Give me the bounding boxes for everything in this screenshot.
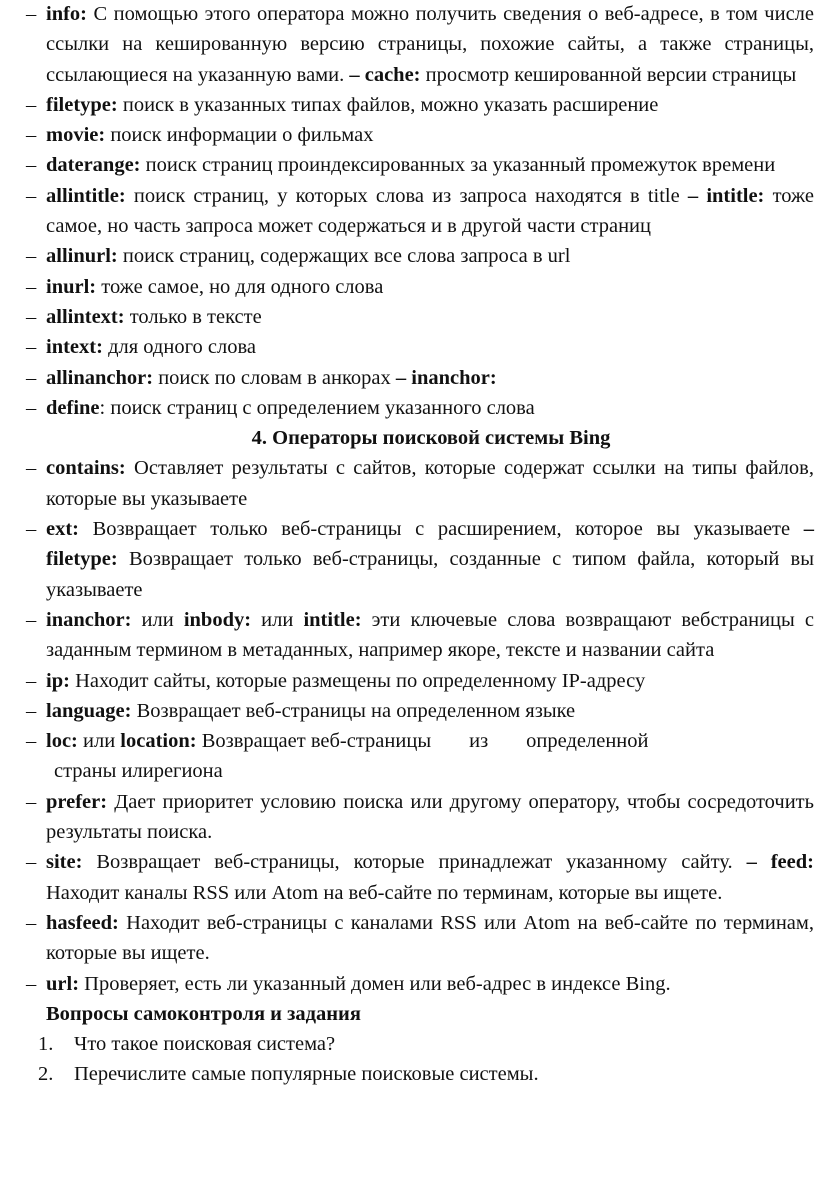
operator-description: определенной	[526, 730, 649, 753]
operator-term: site:	[46, 851, 83, 874]
operator-movie	[0, 120, 816, 150]
operator-description: поиск по словам в анкорах	[153, 366, 396, 389]
operator-description: Оставляет результаты с сайтов, которые содержат ссылки на типы файлов, которые вы указываете	[46, 457, 814, 510]
section-title: 4. Операторы поисковой системы Bing	[251, 427, 611, 450]
operator-term: hasfeed:	[46, 911, 119, 934]
operator-description: Возвращает веб-страницы, которые принадлежат указанному сайту.	[82, 851, 747, 874]
list-dash: –	[26, 305, 37, 328]
operator-hasfeed	[0, 908, 816, 969]
operator-allintext	[0, 302, 816, 332]
operator-term: contains:	[46, 457, 126, 480]
list-dash: –	[26, 366, 37, 389]
list-dash: –	[26, 790, 37, 813]
operator-intext	[0, 332, 816, 362]
question-item	[0, 1059, 816, 1089]
list-dash: –	[26, 336, 37, 359]
operator-term: location:	[120, 730, 197, 753]
operator-term: define	[46, 396, 100, 419]
operator-description: тоже самое, но часть запроса может содержаться и в другой части страниц	[46, 184, 814, 238]
list-dash: –	[26, 911, 37, 934]
list-dash: –	[26, 154, 37, 177]
operator-description: Проверяет, есть ли указанный домен или веб-адрес в индексе Bing.	[79, 972, 671, 995]
operator-term: – feed:	[746, 851, 814, 874]
operator-term: intext:	[46, 336, 103, 359]
operator-description: Находит каналы RSS или Atom на веб-сайте по терминам, которые вы ищете.	[46, 881, 723, 904]
operator-description: только в тексте	[124, 305, 262, 328]
question-item	[0, 1029, 816, 1059]
list-dash: –	[26, 669, 37, 692]
questions-title: Вопросы самоконтроля и задания	[46, 1002, 361, 1025]
list-dash: –	[26, 608, 37, 631]
operator-term: – filetype:	[46, 518, 814, 571]
operator-term: info:	[46, 3, 87, 25]
operator-description: тоже самое, но для одного слова	[96, 275, 384, 298]
operator-description: Находит веб-страницы с каналами RSS или Atom на веб-сайте по терминам, которые вы ищете.	[46, 911, 814, 965]
list-dash: –	[26, 3, 37, 25]
operator-term: filetype:	[46, 93, 118, 116]
operator-term: allinanchor:	[46, 366, 154, 389]
operator-description: Возвращает только веб-страницы, созданные с типом файла, который вы указываете	[46, 548, 814, 601]
operator-description: поиск информации о фильмах	[105, 124, 374, 147]
operator-allinurl	[0, 241, 816, 271]
operator-ext	[0, 514, 816, 605]
question-number: 2.	[38, 1063, 54, 1086]
operator-term: inurl:	[46, 275, 97, 298]
operator-term: loc:	[46, 730, 78, 753]
operator-description: поиск страниц, у которых слова из запроса находятся в title	[125, 184, 688, 207]
operator-term: prefer:	[46, 790, 108, 813]
list-dash: –	[26, 851, 37, 874]
list-dash: –	[26, 275, 37, 298]
operator-description: поиск страниц проиндексированных за указанный промежуток времени	[140, 154, 776, 177]
list-dash: –	[26, 245, 37, 268]
operator-description: Дает приоритет условию поиска или другому оператору, чтобы сосредоточить результаты поиска.	[46, 790, 814, 844]
connector-text: или	[131, 608, 184, 631]
operator-term: url:	[46, 972, 80, 995]
operator-term: intitle:	[303, 608, 362, 631]
operator-loc	[0, 726, 816, 787]
operator-description: из	[469, 730, 489, 753]
operator-language	[0, 696, 816, 726]
operator-term: daterange:	[46, 154, 141, 177]
operator-description: Возвращает веб-страницы	[196, 730, 432, 753]
operator-description: : поиск страниц с определением указанного слова	[99, 396, 535, 419]
operator-contains	[0, 453, 816, 514]
operator-term: ip:	[46, 669, 70, 692]
operator-term: allintext:	[46, 305, 125, 328]
list-dash: –	[26, 93, 37, 116]
operator-allinanchor	[0, 363, 816, 393]
list-dash: –	[26, 124, 37, 147]
operator-description: Возвращает только веб-страницы с расширением, которое вы указываете	[79, 518, 804, 541]
operator-url	[0, 969, 816, 999]
operator-allintitle	[0, 181, 816, 242]
list-dash: –	[26, 730, 37, 753]
list-dash: –	[26, 518, 37, 541]
connector-text: или	[77, 730, 121, 753]
operator-term: allinurl:	[46, 245, 118, 268]
list-dash: –	[26, 184, 37, 207]
operator-term: language:	[46, 699, 132, 722]
operator-info	[0, 0, 816, 90]
connector-text: или	[251, 608, 304, 631]
operator-term: ext:	[46, 518, 80, 541]
list-dash: –	[26, 972, 37, 995]
operator-description: для одного слова	[102, 336, 256, 359]
list-dash: –	[26, 699, 37, 722]
list-dash: –	[26, 396, 37, 419]
operator-description: страны илирегиона	[54, 760, 223, 783]
operator-term: inanchor:	[46, 608, 132, 631]
operator-description: поиск в указанных типах файлов, можно указать расширение	[117, 93, 659, 116]
operator-description: С помощью этого оператора можно получить сведения о веб-адресе, в том числе ссылки на кешированную версию страницы, похожие сайты, а также страницы, ссылающиеся на указанную вами.	[46, 3, 814, 86]
operator-term: – inanchor:	[395, 366, 497, 389]
question-text: Что такое поисковая система?	[74, 1033, 336, 1056]
operator-term: – intitle:	[687, 184, 765, 207]
operator-daterange	[0, 150, 816, 180]
question-text: Перечислите самые популярные поисковые системы.	[74, 1063, 539, 1086]
operator-term: allintitle:	[46, 184, 126, 207]
operator-term: – cache:	[349, 63, 421, 86]
operator-inanchor-inbody-intitle	[0, 605, 816, 666]
operator-term: inbody:	[183, 608, 252, 631]
operator-description: Находит сайты, которые размещены по определенному IP-адресу	[69, 669, 646, 692]
operator-description: просмотр кешированной версии страницы	[420, 63, 797, 86]
operator-description: эти ключевые слова возвращают вебстраницы с заданным термином в метаданных, например якоре, тексте и названии сайта	[46, 608, 815, 662]
operator-define	[0, 393, 816, 423]
list-dash: –	[26, 457, 37, 480]
operator-filetype	[0, 90, 816, 120]
question-number: 1.	[38, 1033, 54, 1056]
operator-inurl	[0, 272, 816, 302]
operator-site	[0, 847, 816, 908]
operator-ip	[0, 666, 816, 696]
operator-description: поиск страниц, содержащих все слова запроса в url	[117, 245, 571, 268]
operator-description: Возвращает веб-страницы на определенном языке	[131, 699, 576, 722]
operator-prefer	[0, 787, 816, 848]
operator-term: movie:	[46, 124, 106, 147]
